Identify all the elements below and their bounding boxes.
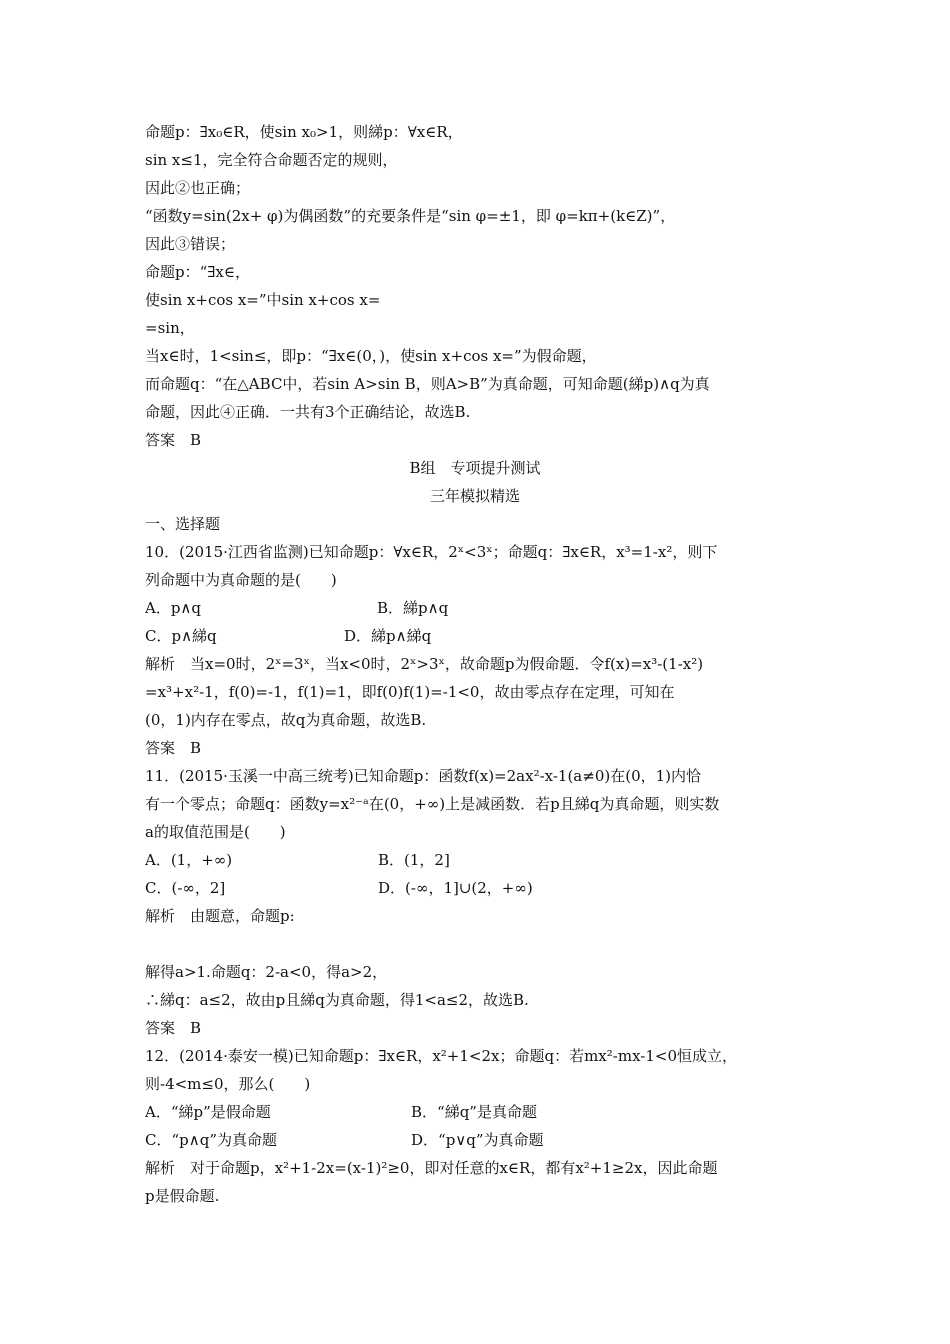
- question-11-options-cd: [145, 878, 825, 900]
- solution-line: 解得a>1.命题q：2-a<0，得a>2，: [145, 963, 388, 981]
- text-line: “函数y=sin(2x+ φ)为偶函数”的充要条件是“sin φ=±1，即 φ=kπ+(k∈Z)”，: [145, 207, 676, 225]
- option-c: C．“p∧q”为真命题: [145, 1131, 277, 1149]
- solution-line: 解析 当x=0时，2ˣ=3ˣ，当x<0时，2ˣ>3ˣ，故命题p为假命题．令f(x)=x³-(1-x²): [145, 655, 704, 673]
- solution-line: 解析 对于命题p，x²+1-2x=(x-1)²≥0，即对任意的x∈R，都有x²+1≥2x，因此命题: [145, 1159, 718, 1177]
- solution-line: (0，1)内存在零点，故q为真命题，故选B.: [145, 711, 427, 729]
- option-c: C．(-∞，2]: [145, 879, 226, 897]
- text-line: 使sin x+cos x=”中sin x+cos x=: [145, 291, 381, 309]
- question-10-options-ab: [145, 598, 825, 620]
- question-10-stem: 列命题中为真命题的是( ): [145, 571, 337, 589]
- question-12-options-ab: [145, 1102, 825, 1124]
- question-10-options-cd: [145, 626, 825, 648]
- text-line: 命题，因此④正确．一共有3个正确结论，故选B.: [145, 403, 471, 421]
- text-line: 当x∈时，1<sin≤，即p：“∃x∈(0，)，使sin x+cos x=”为假命题，: [145, 347, 597, 365]
- text-line: 因此②也正确；: [145, 179, 251, 197]
- option-a: A．(1，+∞): [145, 851, 233, 869]
- text-line: 而命题q：“在△ABC中，若sin A>sin B，则A>B”为真命题，可知命题(綈p)∧q为真: [145, 375, 710, 393]
- option-d: D．“p∨q”为真命题: [411, 1131, 544, 1149]
- question-11-stem: a的取值范围是( ): [145, 823, 286, 841]
- option-a: A．“綈p”是假命题: [145, 1103, 271, 1121]
- solution-line: p是假命题.: [145, 1187, 220, 1205]
- section-heading: B组 专项提升测试: [409, 459, 541, 477]
- option-a: A．p∧q: [145, 599, 202, 617]
- question-12-stem: 12．(2014·泰安一模)已知命题p：∃x∈R，x²+1<2x；命题q：若mx²-mx-1<0恒成立，: [145, 1047, 737, 1065]
- question-10-stem: 10．(2015·江西省监测)已知命题p：∀x∈R，2ˣ<3ˣ；命题q：∃x∈R，x³=1-x²，则下: [145, 543, 718, 561]
- option-c: C．p∧綈q: [145, 627, 217, 645]
- option-b: B．“綈q”是真命题: [411, 1103, 537, 1121]
- option-d: D．綈p∧綈q: [344, 627, 432, 645]
- question-11-stem: 11．(2015·玉溪一中高三统考)已知命题p：函数f(x)=2ax²-x-1(a≠0)在(0，1)内恰: [145, 767, 702, 785]
- text-line: 命题p：“∃x∈，: [145, 263, 250, 281]
- text-line: 因此③错误；: [145, 235, 236, 253]
- solution-line: ∴綈q：a≤2，故由p且綈q为真命题，得1<a≤2，故选B.: [145, 991, 529, 1009]
- option-b: B．(1，2]: [378, 851, 450, 869]
- question-12-stem: 则-4<m≤0，那么( ): [145, 1075, 311, 1093]
- question-12-options-cd: [145, 1130, 825, 1152]
- text-line: 命题p：∃x₀∈R，使sin x₀>1，则綈p：∀x∈R，: [145, 123, 463, 141]
- option-d: D．(-∞，1]∪(2，+∞): [378, 879, 533, 897]
- question-11-options-ab: [145, 850, 825, 872]
- solution-line: =x³+x²-1，f(0)=-1，f(1)=1，即f(0)f(1)=-1<0，故由零点存在定理，可知在: [145, 683, 675, 701]
- option-b: B．綈p∧q: [377, 599, 449, 617]
- solution-line: 解析 由题意，命题p:: [145, 907, 295, 925]
- answer-line: 答案 B: [145, 1019, 202, 1037]
- section-subheading: 三年模拟精选: [429, 487, 520, 505]
- question-type-heading: 一、选择题: [145, 515, 221, 533]
- text-line: =sin，: [145, 319, 195, 337]
- question-11-stem: 有一个零点；命题q：函数y=x²⁻ᵃ在(0，+∞)上是减函数．若p且綈q为真命题，则实数: [145, 795, 720, 813]
- answer-line: 答案 B: [145, 739, 202, 757]
- text-line: sin x≤1，完全符合命题否定的规则，: [145, 151, 398, 169]
- answer-line: 答案 B: [145, 431, 202, 449]
